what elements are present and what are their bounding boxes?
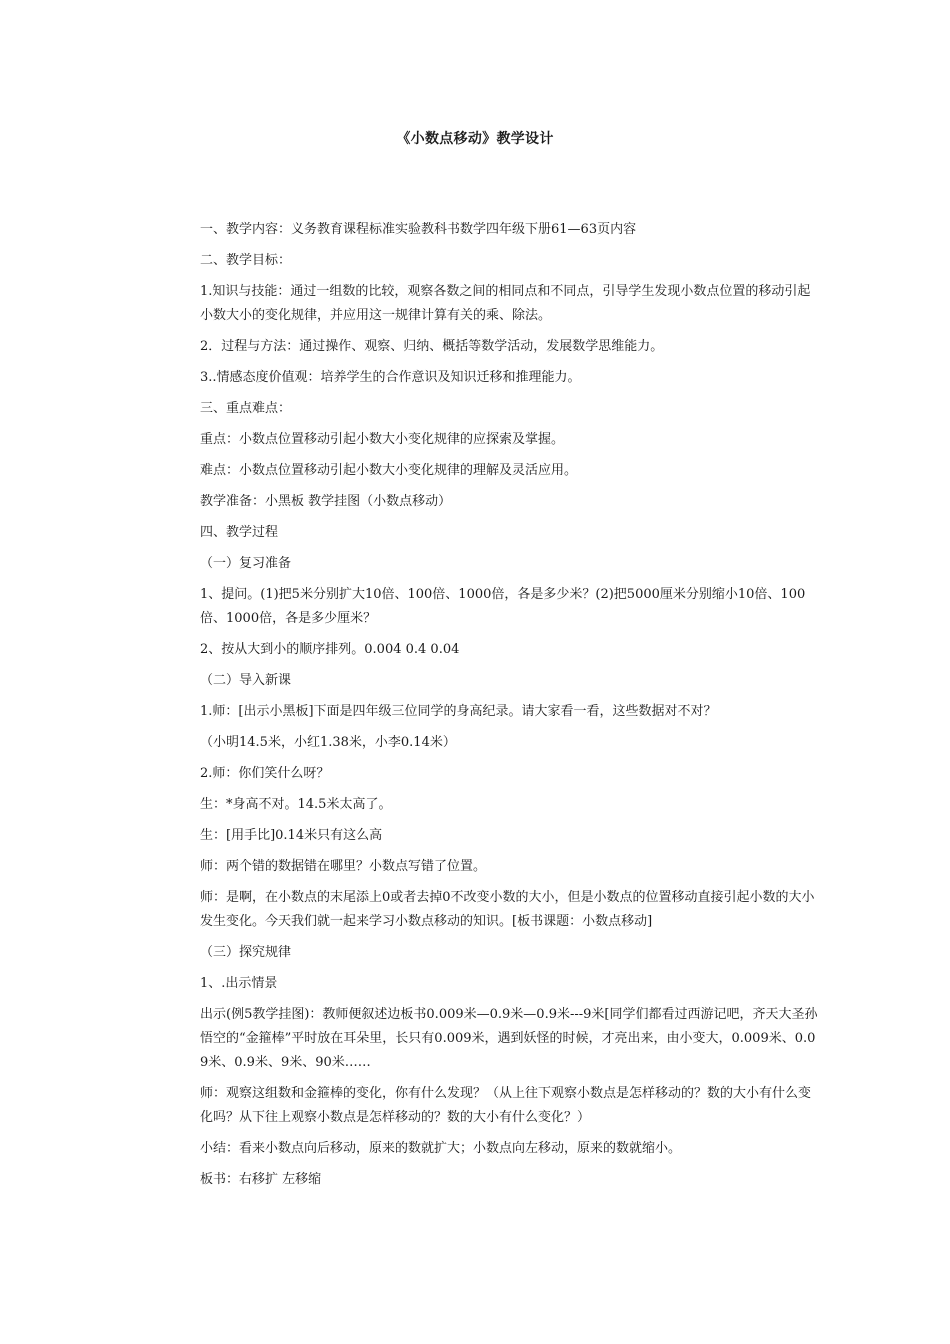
document-title: 《小数点移动》教学设计 <box>396 131 554 147</box>
paragraph: （三）探究规律 <box>200 945 292 960</box>
paragraph: 3..情感态度价值观：培养学生的合作意识及知识迁移和推理能力。 <box>200 370 581 385</box>
paragraph: 难点：小数点位置移动引起小数大小变化规律的理解及灵活应用。 <box>200 463 578 478</box>
paragraph: （一）复习准备 <box>200 556 292 571</box>
paragraph: 2.师：你们笑什么呀？ <box>200 766 330 781</box>
paragraph: 二、教学目标： <box>200 253 292 268</box>
paragraph: 教学准备：小黑板 教学挂图（小数点移动） <box>200 494 452 509</box>
paragraph: 板书：右移扩 左移缩 <box>200 1172 322 1187</box>
paragraph: （二）导入新课 <box>200 673 292 688</box>
paragraph: 师：是啊，在小数点的末尾添上0或者去掉0不改变小数的大小，但是小数点的位置移动直接引起小数的大小发生变化。今天我们就一起来学习小数点移动的知识。[板书课题：小数点移动] <box>200 890 815 929</box>
paragraph: 1、提问。(1)把5米分别扩大10倍、100倍、1000倍，各是多少米？(2)把5000厘米分别缩小10倍、100倍、1000倍，各是多少厘米？ <box>200 587 806 626</box>
paragraph: 2、按从大到小的顺序排列。0.004 0.4 0.04 <box>200 642 460 657</box>
paragraph: 三、重点难点： <box>200 401 292 416</box>
paragraph: 1.师：[出示小黑板]下面是四年级三位同学的身高纪录。请大家看一看，这些数据对不对？ <box>200 704 717 719</box>
document-body <box>200 218 820 1199</box>
paragraph: 1.知识与技能：通过一组数的比较，观察各数之间的相同点和不同点，引导学生发现小数点位置的移动引起小数大小的变化规律，并应用这一规律计算有关的乘、除法。 <box>200 284 811 323</box>
paragraph: 2．过程与方法：通过操作、观察、归纳、概括等数学活动，发展数学思维能力。 <box>200 339 664 354</box>
paragraph: 重点：小数点位置移动引起小数大小变化规律的应探索及掌握。 <box>200 432 565 447</box>
paragraph: 生：*身高不对。14.5米太高了。 <box>200 797 392 812</box>
paragraph: （小明14.5米，小红1.38米，小李0.14米） <box>200 735 456 750</box>
paragraph: 师：观察这组数和金箍棒的变化，你有什么发现？（从上往下观察小数点是怎样移动的？数的大小有什么变化吗？从下往上观察小数点是怎样移动的？数的大小有什么变化？） <box>200 1086 812 1125</box>
paragraph: 师：两个错的数据错在哪里？小数点写错了位置。 <box>200 859 487 874</box>
paragraph: 出示(例5教学挂图)：教师便叙述边板书0.009米—0.9米—0.9米---9米[同学们都看过西游记吧，齐天大圣孙悟空的“金箍棒”平时放在耳朵里，长只有0.009米，遇到妖怪的时候，才亮出来，由小变大，0.009米、0.09米、0.9米、9米、90米…… <box>200 1007 818 1070</box>
paragraph: 一、教学内容：义务教育课程标准实验教科书数学四年级下册61—63页内容 <box>200 222 637 237</box>
paragraph: 小结：看来小数点向后移动，原来的数就扩大；小数点向左移动，原来的数就缩小。 <box>200 1141 682 1156</box>
paragraph: 1、.出示情景 <box>200 976 278 991</box>
paragraph: 生：[用手比]0.14米只有这么高 <box>200 828 383 843</box>
paragraph: 四、教学过程 <box>200 525 279 540</box>
